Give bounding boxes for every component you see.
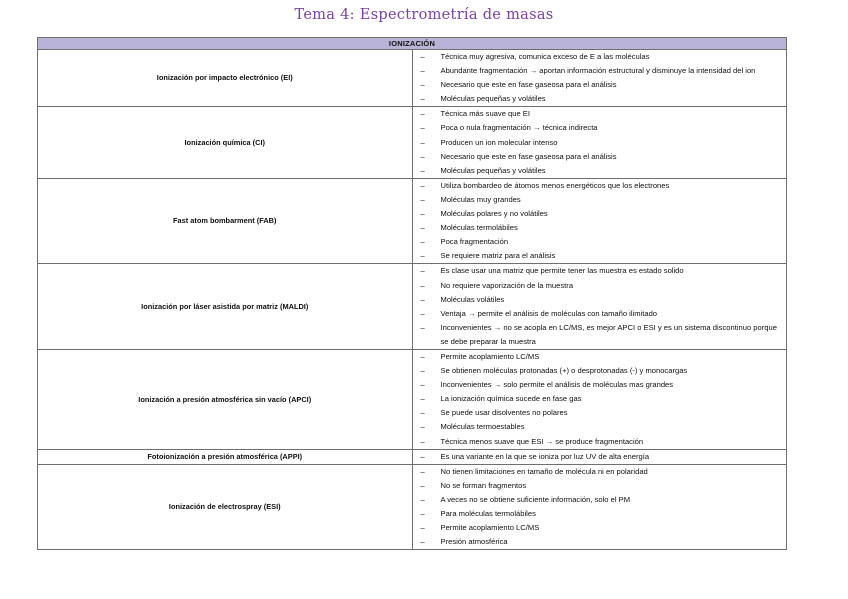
list-item: – La ionización química sucede en fase gas [421, 392, 783, 406]
table-row [38, 349, 787, 449]
table-row [38, 264, 787, 350]
list-item: – Presión atmosférica [421, 535, 783, 549]
ionization-table [37, 37, 787, 550]
table-header: IONIZACIÓN [38, 38, 787, 50]
technique-features [412, 178, 787, 264]
technique-name: Ionización química (CI) [38, 107, 413, 178]
list-item: – Moléculas pequeñas y volátiles [421, 92, 783, 106]
feature-list [421, 179, 783, 264]
list-item: – Para moléculas termolábiles [421, 507, 783, 521]
technique-name: Fotoionización a presión atmosférica (APPI) [38, 449, 413, 464]
list-item: – Utiliza bombardeo de átomos menos energéticos que los electrones [421, 179, 783, 193]
table-header-row [38, 38, 787, 50]
list-item: – Es clase usar una matriz que permite tener las muestra es estado solido [421, 264, 783, 278]
feature-list [421, 465, 783, 550]
list-item: – Necesario que este en fase gaseosa para el análisis [421, 150, 783, 164]
list-item: – Permite acoplamiento LC/MS [421, 350, 783, 364]
list-item: – Poca o nula fragmentación → técnica indirecta [421, 121, 783, 135]
table-row [38, 107, 787, 178]
list-item: – Técnica muy agresiva, comunica exceso de E a las moléculas [421, 50, 783, 64]
feature-list [421, 264, 783, 349]
list-item: – Permite acoplamiento LC/MS [421, 521, 783, 535]
list-item: – Inconvenientes → no se acopla en LC/MS, es mejor APCI o ESI y es un sistema discontinuo porque se debe preparar la muestra [421, 321, 783, 349]
list-item: – Moléculas termoestables [421, 420, 783, 434]
technique-name: Ionización por láser asistida por matriz (MALDI) [38, 264, 413, 350]
page-title: Tema 4: Espectrometría de masas [294, 7, 554, 23]
table-row [38, 50, 787, 107]
list-item: – Es una variante en la que se ioniza por luz UV de alta energía [421, 450, 783, 464]
list-item: – Moléculas termolábiles [421, 221, 783, 235]
feature-list [421, 107, 783, 177]
list-item: – No requiere vaporización de la muestra [421, 279, 783, 293]
table-row [38, 178, 787, 264]
table-row [38, 464, 787, 550]
technique-features [412, 264, 787, 350]
list-item: – Moléculas volátiles [421, 293, 783, 307]
list-item: – Moléculas polares y no volátiles [421, 207, 783, 221]
list-item: – Necesario que este en fase gaseosa para el análisis [421, 78, 783, 92]
list-item: – Técnica menos suave que ESI → se produce fragmentación [421, 435, 783, 449]
list-item: – Abundante fragmentación → aportan información estructural y disminuye la intensidad del ion [421, 64, 783, 78]
list-item: – Poca fragmentación [421, 235, 783, 249]
technique-features [412, 107, 787, 178]
technique-features [412, 464, 787, 550]
list-item: – Se requiere matriz para el análisis [421, 249, 783, 263]
technique-name: Fast atom bombarment (FAB) [38, 178, 413, 264]
list-item: – Se obtienen moléculas protonadas (+) o desprotonadas (-) y monocargas [421, 364, 783, 378]
feature-list [421, 450, 783, 464]
technique-features [412, 449, 787, 464]
feature-list [421, 50, 783, 106]
table-row [38, 449, 787, 464]
list-item: – Moléculas muy grandes [421, 193, 783, 207]
table-body [38, 38, 787, 550]
list-item: – Inconvenientes → solo permite el análisis de moléculas mas grandes [421, 378, 783, 392]
list-item: – Técnica más suave que EI [421, 107, 783, 121]
list-item: – No tienen limitaciones en tamaño de molécula ni en polaridad [421, 465, 783, 479]
technique-features [412, 50, 787, 107]
list-item: – No se forman fragmentos [421, 479, 783, 493]
list-item: – Se puede usar disolventes no polares [421, 406, 783, 420]
technique-name: Ionización por impacto electrónico (EI) [38, 50, 413, 107]
technique-name: Ionización de electrospray (ESI) [38, 464, 413, 550]
list-item: – Moléculas pequeñas y volátiles [421, 164, 783, 178]
list-item: – Ventaja → permite el análisis de moléculas con tamaño ilimitado [421, 307, 783, 321]
technique-name: Ionización a presión atmosférica sin vacío (APCI) [38, 349, 413, 449]
feature-list [421, 350, 783, 449]
list-item: – Producen un ion molecular intenso [421, 136, 783, 150]
list-item: – A veces no se obtiene suficiente información, solo el PM [421, 493, 783, 507]
technique-features [412, 349, 787, 449]
